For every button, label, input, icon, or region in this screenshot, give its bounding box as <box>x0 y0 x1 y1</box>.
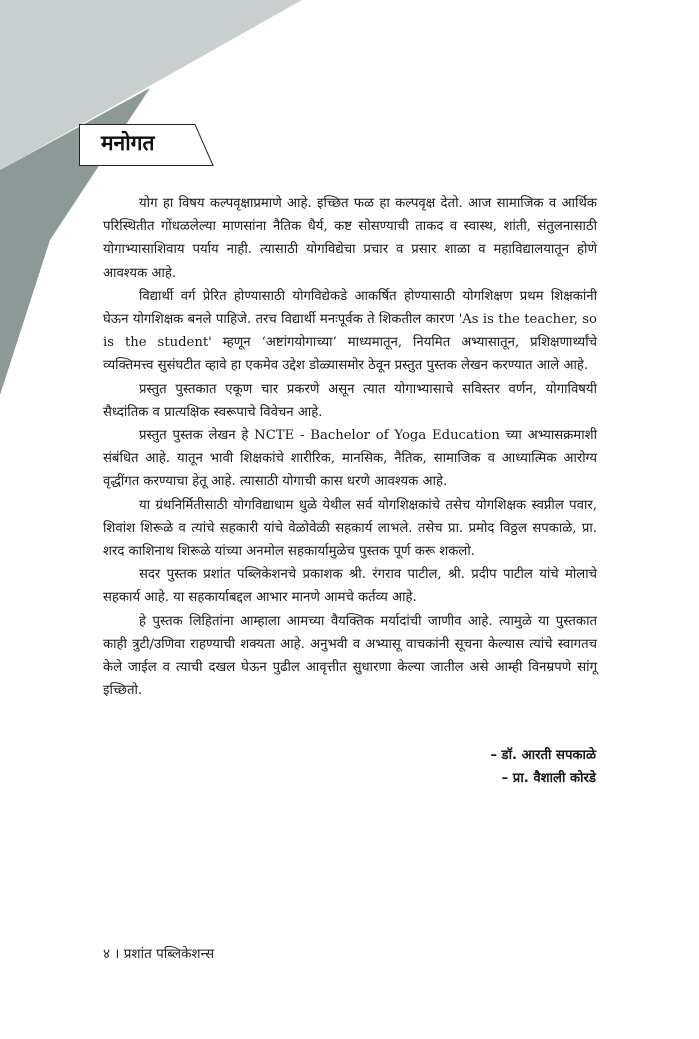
signature-1: – डॉ. आरती सपकाळे <box>490 748 596 763</box>
body-text <box>103 192 597 702</box>
heading-box <box>79 124 214 166</box>
page-title: मनोगत <box>101 131 155 155</box>
signature-2: – प्रा. वैशाली कोरडे <box>501 771 596 786</box>
paragraph: हे पुस्तक लिहितांना आम्हाला आमच्या वैयक्तिक मर्यादांची जाणीव आहे. त्यामुळे या पुस्तकात काही त्रुटी/उणिवा राहण्याची शक्यता आहे. अनुभवी व अभ्यासू वाचकांनी सूचना केल्यास त्यांचे स्वागतच केले जाईल व त्याची दखल घेऊन पुढील आवृत्तीत सुधारणा केल्या जातील असे आम्ही विनम्रपणे सांगू इच्छितो. <box>103 613 597 699</box>
paragraph: विद्यार्थी वर्ग प्रेरित होण्यासाठी योगविद्येकडे आकर्षित होण्यासाठी योगशिक्षण प्रथम शिक्षकांनी घेऊन योगशिक्षक बनले पाहिजे. तरच विद्यार्थी मनःपूर्वक ते शिकतील कारण 'As is the teacher, so is the student' म्हणून ‘अष्टांगयोगाच्या’ माध्यमातून, नियमित अभ्यासातून, प्रशिक्षणार्थ्यांचे व्यक्तिमत्त्व सुसंघटीत व्हावे हा एकमेव उद्देश डोळ्यासमोर ठेवून प्रस्तुत पुस्तक लेखन करण्यात आले आहे. <box>103 288 597 374</box>
paragraph: प्रस्तुत पुस्तकात एकूण चार प्रकरणे असून त्यात योगाभ्यासाचे सविस्तर वर्णन, योगाविषयी सैध्दांतिक व प्रात्यक्षिक स्वरूपाचे विवेचन आहे. <box>103 381 597 420</box>
signatures <box>490 744 596 790</box>
paragraph: प्रस्तुत पुस्तक लेखन हे NCTE - Bachelor of Yoga Education च्या अभ्यासक्रमाशी संबंधित आहे. यातून भावी शिक्षकांचे शारीरिक, मानसिक, नैतिक, सामाजिक व आध्यात्मिक आरोग्य वृद्धींगत करण्याचा हेतू आहे. त्यासाठी योगाची कास धरणे आवश्यक आहे. <box>103 428 597 490</box>
page-footer: ४ । प्रशांत पब्लिकेशन्स <box>103 946 215 962</box>
paragraph: योग हा विषय कल्पवृक्षाप्रमाणे आहे. इच्छित फळ हा कल्पवृक्ष देतो. आज सामाजिक व आर्थिक परिस्थितीत गोंधळलेल्या माणसांना नैतिक धैर्य, कष्ट सोसण्याची ताकद व स्वास्थ, शांती, संतुलनासाठी योगाभ्यासाशिवाय पर्याय नाही. त्यासाठी योगविद्येचा प्रचार व प्रसार शाळा व महाविद्यालयातून होणे आवश्यक आहे. <box>103 196 597 281</box>
paragraph: सदर पुस्तक प्रशांत पब्लिकेशनचे प्रकाशक श्री. रंगराव पाटील, श्री. प्रदीप पाटील यांचे मोलाचे सहकार्य आहे. या सहकार्याबद्दल आभार मानणे आमचे कर्तव्य आहे. <box>103 567 597 606</box>
paragraph: या ग्रंथनिर्मितीसाठी योगविद्याधाम धुळे येथील सर्व योगशिक्षकांचे तसेच योगशिक्षक स्वप्नील पवार, शिवांश शिरूळे व त्यांचे सहकारी यांचे वेळोवेळी सहकार्य लाभले. तसेच प्रा. प्रमोद विठ्ठल सपकाळे, प्रा. शरद काशिनाथ शिरूळे यांच्या अनमोल सहकार्यामुळेच पुस्तक पूर्ण करू शकलो. <box>103 497 597 560</box>
